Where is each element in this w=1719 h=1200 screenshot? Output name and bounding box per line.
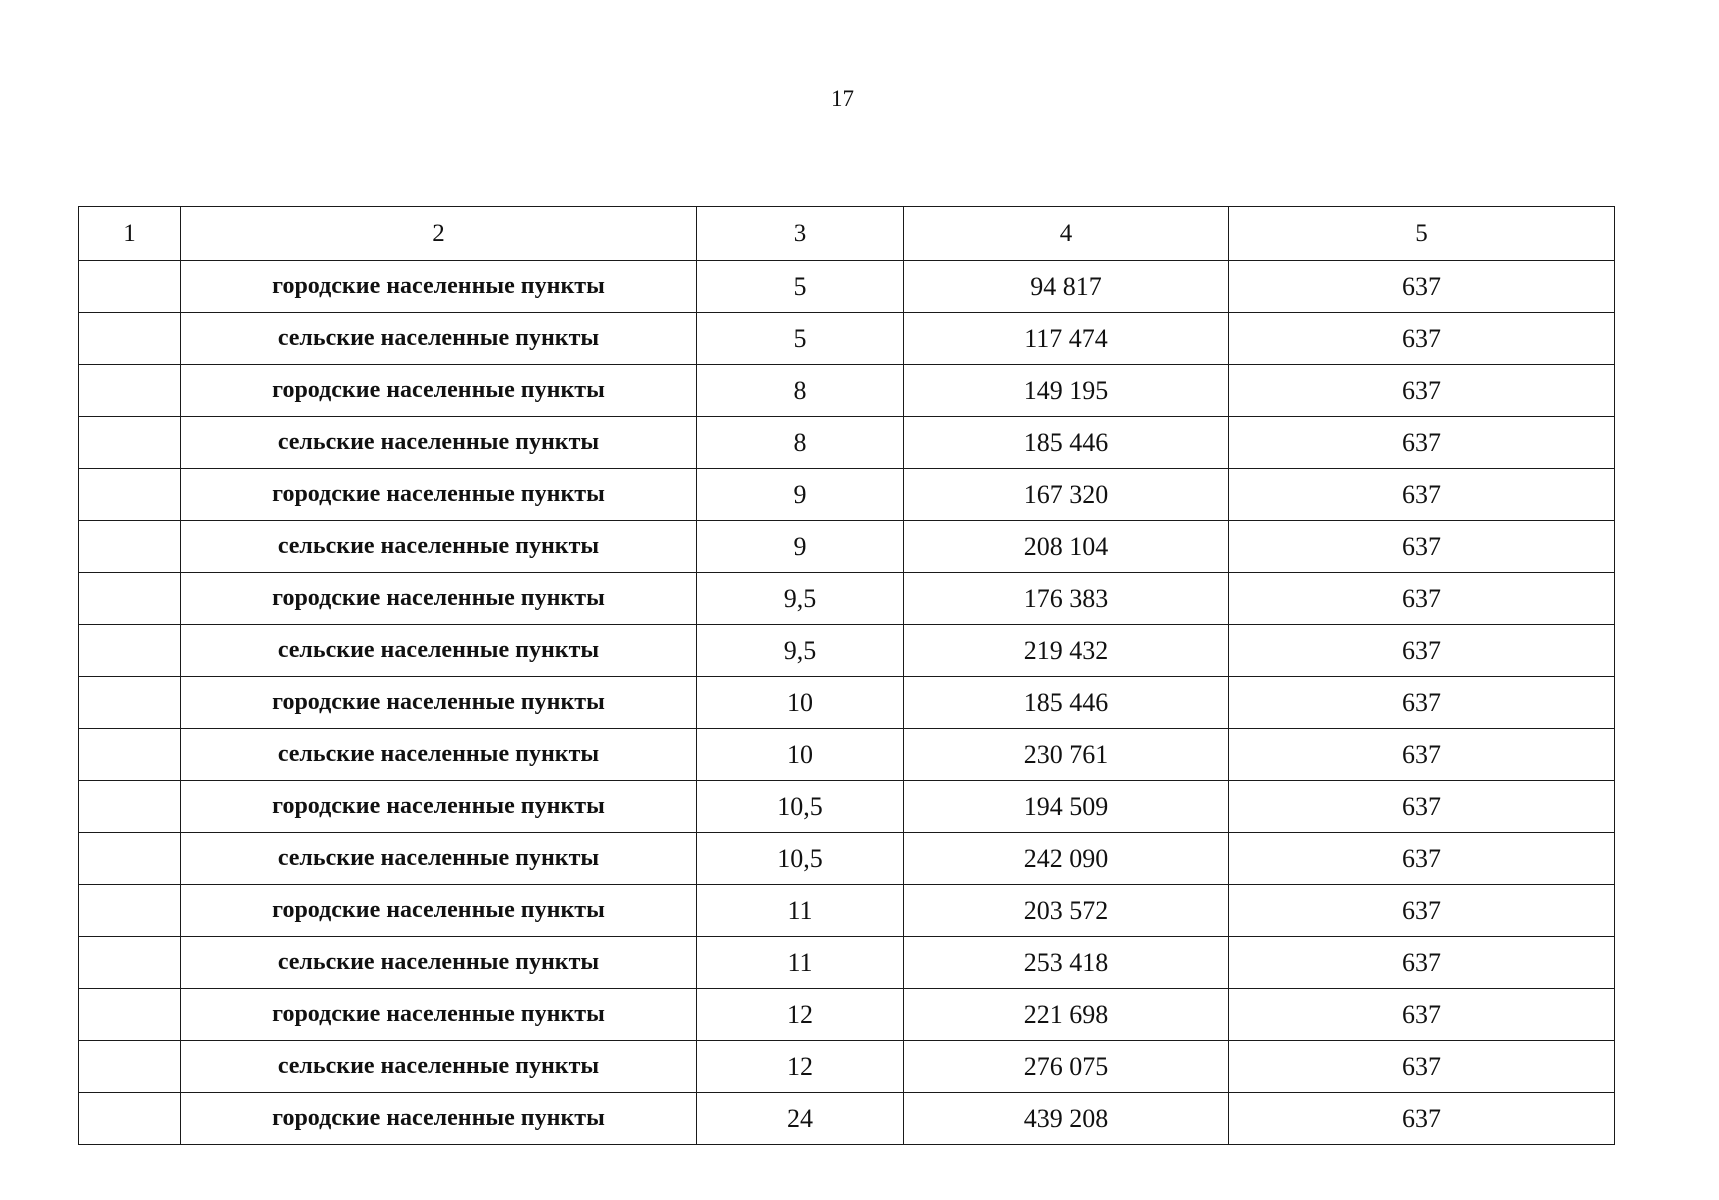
value-col4-cell: 117 474: [904, 313, 1229, 365]
column-header-1: 1: [79, 207, 181, 261]
settlement-type-cell: городские населенные пункты: [181, 573, 697, 625]
data-table: [78, 206, 1615, 1145]
row-index-cell: [79, 573, 181, 625]
value-col3-cell: 24: [697, 1093, 904, 1145]
value-col5-cell: 637: [1229, 677, 1615, 729]
value-col3-cell: 11: [697, 937, 904, 989]
value-col4-cell: 194 509: [904, 781, 1229, 833]
settlement-type-cell: городские населенные пункты: [181, 885, 697, 937]
table-row: [79, 573, 1615, 625]
value-col4-cell: 176 383: [904, 573, 1229, 625]
value-col4-cell: 185 446: [904, 417, 1229, 469]
settlement-type-cell: городские населенные пункты: [181, 469, 697, 521]
row-index-cell: [79, 313, 181, 365]
value-col3-cell: 9,5: [697, 625, 904, 677]
value-col4-cell: 242 090: [904, 833, 1229, 885]
settlement-type-cell: городские населенные пункты: [181, 781, 697, 833]
table-row: [79, 313, 1615, 365]
value-col3-cell: 11: [697, 885, 904, 937]
settlement-type-cell: городские населенные пункты: [181, 1093, 697, 1145]
row-index-cell: [79, 885, 181, 937]
settlement-type-cell: городские населенные пункты: [181, 261, 697, 313]
value-col3-cell: 12: [697, 1041, 904, 1093]
value-col4-cell: 185 446: [904, 677, 1229, 729]
settlement-type-cell: сельские населенные пункты: [181, 521, 697, 573]
row-index-cell: [79, 677, 181, 729]
value-col4-cell: 208 104: [904, 521, 1229, 573]
table-row: [79, 261, 1615, 313]
value-col5-cell: 637: [1229, 313, 1615, 365]
settlement-type-cell: сельские населенные пункты: [181, 729, 697, 781]
value-col4-cell: 167 320: [904, 469, 1229, 521]
row-index-cell: [79, 261, 181, 313]
value-col4-cell: 221 698: [904, 989, 1229, 1041]
value-col3-cell: 8: [697, 365, 904, 417]
value-col5-cell: 637: [1229, 625, 1615, 677]
row-index-cell: [79, 781, 181, 833]
value-col3-cell: 5: [697, 313, 904, 365]
value-col5-cell: 637: [1229, 729, 1615, 781]
row-index-cell: [79, 417, 181, 469]
column-header-5: 5: [1229, 207, 1615, 261]
value-col5-cell: 637: [1229, 833, 1615, 885]
header-row: [79, 207, 1615, 261]
column-header-2: 2: [181, 207, 697, 261]
table-row: [79, 885, 1615, 937]
value-col5-cell: 637: [1229, 417, 1615, 469]
settlement-type-cell: сельские населенные пункты: [181, 833, 697, 885]
value-col4-cell: 203 572: [904, 885, 1229, 937]
value-col4-cell: 219 432: [904, 625, 1229, 677]
table-row: [79, 625, 1615, 677]
value-col5-cell: 637: [1229, 781, 1615, 833]
settlement-type-cell: сельские населенные пункты: [181, 1041, 697, 1093]
settlement-type-cell: сельские населенные пункты: [181, 417, 697, 469]
settlement-type-cell: сельские населенные пункты: [181, 625, 697, 677]
settlement-type-cell: сельские населенные пункты: [181, 937, 697, 989]
table-header: [79, 207, 1615, 261]
table-row: [79, 989, 1615, 1041]
value-col3-cell: 10,5: [697, 781, 904, 833]
value-col4-cell: 276 075: [904, 1041, 1229, 1093]
column-header-3: 3: [697, 207, 904, 261]
value-col5-cell: 637: [1229, 937, 1615, 989]
row-index-cell: [79, 937, 181, 989]
row-index-cell: [79, 833, 181, 885]
value-col5-cell: 637: [1229, 573, 1615, 625]
table-row: [79, 833, 1615, 885]
settlement-type-cell: городские населенные пункты: [181, 989, 697, 1041]
value-col3-cell: 10: [697, 729, 904, 781]
settlement-type-cell: городские населенные пункты: [181, 677, 697, 729]
value-col4-cell: 230 761: [904, 729, 1229, 781]
table-row: [79, 1041, 1615, 1093]
column-header-4: 4: [904, 207, 1229, 261]
value-col3-cell: 9: [697, 469, 904, 521]
row-index-cell: [79, 1093, 181, 1145]
value-col5-cell: 637: [1229, 885, 1615, 937]
row-index-cell: [79, 469, 181, 521]
value-col3-cell: 9: [697, 521, 904, 573]
row-index-cell: [79, 729, 181, 781]
table-row: [79, 469, 1615, 521]
value-col3-cell: 12: [697, 989, 904, 1041]
table-row: [79, 677, 1615, 729]
value-col5-cell: 637: [1229, 469, 1615, 521]
value-col3-cell: 5: [697, 261, 904, 313]
value-col5-cell: 637: [1229, 1041, 1615, 1093]
settlement-type-cell: сельские населенные пункты: [181, 313, 697, 365]
table-row: [79, 781, 1615, 833]
row-index-cell: [79, 521, 181, 573]
row-index-cell: [79, 625, 181, 677]
row-index-cell: [79, 365, 181, 417]
table-row: [79, 417, 1615, 469]
value-col3-cell: 8: [697, 417, 904, 469]
table-row: [79, 1093, 1615, 1145]
table-row: [79, 729, 1615, 781]
value-col4-cell: 149 195: [904, 365, 1229, 417]
value-col5-cell: 637: [1229, 1093, 1615, 1145]
value-col3-cell: 10: [697, 677, 904, 729]
value-col3-cell: 10,5: [697, 833, 904, 885]
table-body: [79, 261, 1615, 1145]
value-col4-cell: 253 418: [904, 937, 1229, 989]
table-row: [79, 365, 1615, 417]
row-index-cell: [79, 1041, 181, 1093]
settlement-type-cell: городские населенные пункты: [181, 365, 697, 417]
table-row: [79, 521, 1615, 573]
table-row: [79, 937, 1615, 989]
value-col4-cell: 439 208: [904, 1093, 1229, 1145]
value-col3-cell: 9,5: [697, 573, 904, 625]
page-number: 17: [831, 86, 854, 111]
row-index-cell: [79, 989, 181, 1041]
value-col5-cell: 637: [1229, 989, 1615, 1041]
value-col5-cell: 637: [1229, 521, 1615, 573]
value-col5-cell: 637: [1229, 365, 1615, 417]
value-col4-cell: 94 817: [904, 261, 1229, 313]
value-col5-cell: 637: [1229, 261, 1615, 313]
